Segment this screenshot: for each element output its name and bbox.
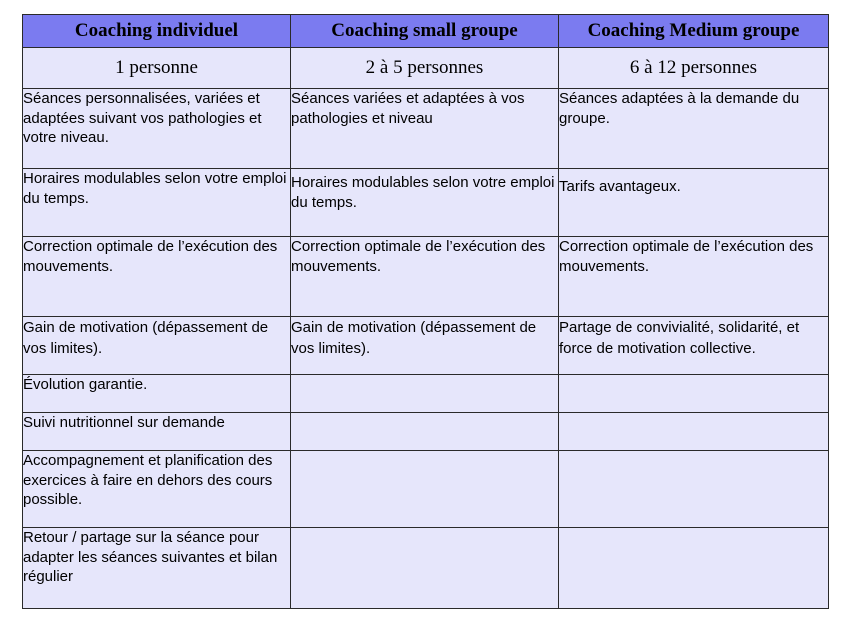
table-cell: Évolution garantie. — [23, 375, 291, 413]
table-cell: Correction optimale de l’exécution des mouvements. — [559, 237, 829, 317]
table-row — [23, 528, 829, 609]
header-coaching-medium-groupe: Coaching Medium groupe — [559, 15, 829, 48]
table-cell — [291, 451, 559, 528]
table-cell — [559, 413, 829, 451]
table-cell — [291, 375, 559, 413]
table-cell: Retour / partage sur la séance pour adapter les séances suivantes et bilan régulier — [23, 528, 291, 609]
coaching-comparison-table — [22, 14, 829, 609]
table-cell: Horaires modulables selon votre emploi du temps. — [291, 169, 559, 237]
table-cell: Correction optimale de l’exécution des mouvements. — [291, 237, 559, 317]
table-cell: Séances variées et adaptées à vos pathologies et niveau — [291, 89, 559, 169]
table-cell — [559, 375, 829, 413]
table-cell: Séances personnalisées, variées et adaptées suivant vos pathologies et votre niveau. — [23, 89, 291, 169]
table-cell: Horaires modulables selon votre emploi du temps. — [23, 169, 291, 237]
table-cell: Séances adaptées à la demande du groupe. — [559, 89, 829, 169]
header-row — [23, 15, 829, 48]
table-cell: Accompagnement et planification des exercices à faire en dehors des cours possible. — [23, 451, 291, 528]
table-row — [23, 317, 829, 375]
table-cell — [291, 413, 559, 451]
group-size-row — [23, 48, 829, 89]
table-row — [23, 237, 829, 317]
table-row — [23, 413, 829, 451]
table-row — [23, 169, 829, 237]
size-small-groupe: 2 à 5 personnes — [291, 48, 559, 89]
size-individuel: 1 personne — [23, 48, 291, 89]
table-cell: Gain de motivation (dépassement de vos limites). — [291, 317, 559, 375]
size-medium-groupe: 6 à 12 personnes — [559, 48, 829, 89]
table-cell: Tarifs avantageux. — [559, 169, 829, 237]
table-cell — [291, 528, 559, 609]
table-cell: Suivi nutritionnel sur demande — [23, 413, 291, 451]
table-cell — [559, 451, 829, 528]
header-coaching-small-groupe: Coaching small groupe — [291, 15, 559, 48]
header-coaching-individuel: Coaching individuel — [23, 15, 291, 48]
table-row — [23, 375, 829, 413]
table-cell: Correction optimale de l’exécution des mouvements. — [23, 237, 291, 317]
table-cell: Partage de convivialité, solidarité, et force de motivation collective. — [559, 317, 829, 375]
table-row — [23, 451, 829, 528]
table-cell — [559, 528, 829, 609]
table-cell: Gain de motivation (dépassement de vos limites). — [23, 317, 291, 375]
table-row — [23, 89, 829, 169]
